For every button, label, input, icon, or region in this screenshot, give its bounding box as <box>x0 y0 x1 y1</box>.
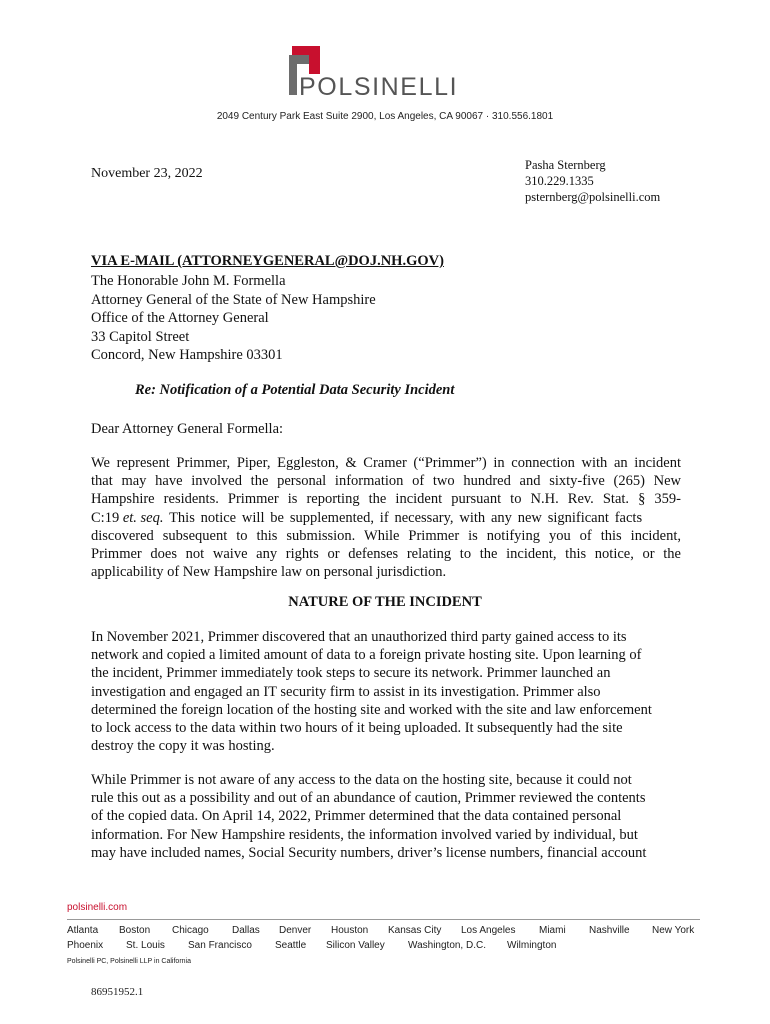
paragraph-line: Primmer does not waive any rights or defenses relating to the incident, this notice, or the <box>91 546 681 563</box>
recipient-address <box>91 272 376 365</box>
footer-office: Nashville <box>589 925 630 936</box>
sender-email[interactable]: psternberg@polsinelli.com <box>525 190 661 204</box>
sender-name: Pasha Sternberg <box>525 158 606 172</box>
footer-office: Wilmington <box>507 940 557 951</box>
polsinelli-logo <box>289 46 489 102</box>
footer-office: New York <box>652 925 695 936</box>
footer-divider <box>67 919 700 920</box>
paragraph-line: of the copied data. On April 14, 2022, Primmer determined that the data contained personal <box>91 808 622 825</box>
footer-legal-entity: Polsinelli PC, Polsinelli LLP in California <box>67 958 191 965</box>
citation-italic: et. seq. <box>122 509 164 526</box>
recipient-line: The Honorable John M. Formella <box>91 273 286 289</box>
paragraph-line: destroy the copy it was hosting. <box>91 738 275 755</box>
recipient-line: Concord, New Hampshire 03301 <box>91 347 283 363</box>
footer-office: Boston <box>119 925 151 936</box>
recipient-line: Office of the Attorney General <box>91 310 269 326</box>
paragraph-line: We represent Primmer, Piper, Eggleston, & Cramer (“Primmer”) in connection with an incident <box>91 455 681 471</box>
paragraph-line: In November 2021, Primmer discovered that an unauthorized third party gained access to its <box>91 629 627 645</box>
paragraph-line: the incident, Primmer immediately took steps to secure its network. Primmer launched an <box>91 665 611 682</box>
letter-date: November 23, 2022 <box>91 166 203 181</box>
footer-office: Phoenix <box>67 940 104 951</box>
footer-office: Dallas <box>232 925 260 936</box>
footer-website-link[interactable]: polsinelli.com <box>67 902 128 913</box>
subject-line: Re: Notification of a Potential Data Security Incident <box>135 382 455 398</box>
paragraph-line: applicability of New Hampshire law on personal jurisdiction. <box>91 564 447 581</box>
paragraph-line: information. For New Hampshire residents, the information involved varied by individual, but <box>91 826 638 843</box>
sender-block <box>525 157 660 205</box>
footer-office: Atlanta <box>67 925 99 936</box>
recipient-line: 33 Capitol Street <box>91 328 190 345</box>
nature-paragraph <box>91 628 681 755</box>
footer-office: Silicon Valley <box>326 940 385 951</box>
paragraph-line: may have included names, Social Security numbers, driver’s license numbers, financial account <box>91 844 647 861</box>
recipient-line: Attorney General of the State of New Hampshire <box>91 291 376 308</box>
paragraph-line: While Primmer is not aware of any access to the data on the hosting site, because it could not <box>91 772 632 788</box>
footer-office: Denver <box>279 925 312 936</box>
footer-office: Washington, D.C. <box>408 940 486 951</box>
letterhead-address: 2049 Century Park East Suite 2900, Los Angeles, CA 90067 · 310.556.1801 <box>216 111 554 122</box>
delivery-method[interactable]: VIA E-MAIL (ATTORNEYGENERAL@DOJ.NH.GOV) <box>91 253 444 269</box>
footer-office: Kansas City <box>388 925 442 936</box>
paragraph-line: to lock access to the data within two hours of it being uploaded. It subsequently had the site <box>91 720 623 737</box>
logo-wordmark: POLSINELLI <box>299 73 459 101</box>
footer-office: Seattle <box>275 940 307 951</box>
footer-office: Los Angeles <box>461 925 516 936</box>
footer-office: Miami <box>539 925 566 936</box>
paragraph-line: determined the foreign location of the hosting site and worked with the site and law enforcement <box>91 701 652 718</box>
paragraph-line: that may have involved the personal information of two hundred and sixty-five (265) New <box>91 473 681 490</box>
paragraph-line: discovered subsequent to this submission. While Primmer is notifying you of this incident, <box>91 527 681 544</box>
paragraph-line: C:19 et. seq. This notice will be supplemented, if necessary, with any new significant facts <box>91 509 643 526</box>
intro-paragraph <box>91 454 681 581</box>
salutation: Dear Attorney General Formella: <box>91 421 284 437</box>
section-heading: NATURE OF THE INCIDENT <box>288 594 482 610</box>
review-paragraph <box>91 771 681 862</box>
sender-phone: 310.229.1335 <box>525 174 594 188</box>
footer-office: Chicago <box>172 925 209 936</box>
paragraph-line: network and copied a limited amount of data to a foreign private hosting site. Upon learning of <box>91 647 642 664</box>
footer-office: St. Louis <box>126 940 165 951</box>
footer-office: Houston <box>331 925 369 936</box>
footer-office: San Francisco <box>188 940 252 951</box>
paragraph-line: rule this out as a possibility and out of an abundance of caution, Primmer reviewed the contents <box>91 790 646 807</box>
document-number: 86951952.1 <box>91 986 144 998</box>
paragraph-line: investigation and engaged an IT security firm to assist in its investigation. Primmer also <box>91 683 601 700</box>
paragraph-line: Hampshire residents. Primmer is reporting the incident pursuant to N.H. Rev. Stat. § 359- <box>91 491 681 508</box>
